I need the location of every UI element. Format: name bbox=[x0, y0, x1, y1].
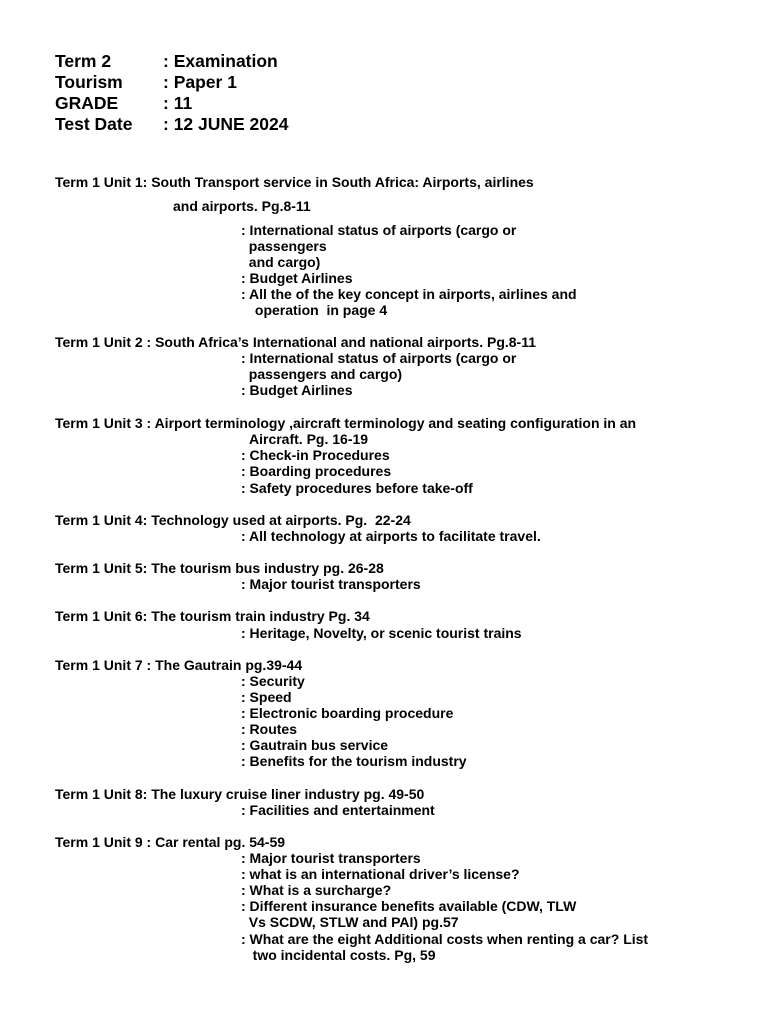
header-grade bbox=[55, 93, 192, 114]
unit-7-item: : Benefits for the tourism industry bbox=[241, 753, 467, 769]
unit-9-item: two incidental costs. Pg, 59 bbox=[241, 947, 436, 963]
grade-value: : 11 bbox=[163, 93, 193, 113]
unit-8-item: : Facilities and entertainment bbox=[241, 802, 435, 818]
unit-1-item: : International status of airports (cargo or bbox=[241, 222, 517, 238]
unit-7-item: : Gautrain bus service bbox=[241, 737, 389, 753]
unit-7-item: : Electronic boarding procedure bbox=[241, 705, 454, 721]
unit-9-item: Vs SCDW, STLW and PAI) pg.57 bbox=[241, 914, 459, 930]
unit-1-item: passengers bbox=[241, 238, 327, 254]
unit-3-item: : Safety procedures before take-off bbox=[241, 480, 473, 496]
unit-1-item: : Budget Airlines bbox=[241, 270, 353, 286]
unit-1-title-cont: and airports. Pg.8-11 bbox=[173, 198, 311, 214]
unit-1-item: : All the of the key concept in airports, airlines and bbox=[241, 286, 577, 302]
unit-6-title: Term 1 Unit 6: The tourism train industry Pg. 34 bbox=[55, 608, 370, 624]
date-label: Test Date bbox=[55, 114, 133, 134]
unit-1-item: operation in page 4 bbox=[251, 302, 388, 318]
unit-5-item: : Major tourist transporters bbox=[241, 576, 421, 592]
subject-value: : Paper 1 bbox=[163, 72, 237, 92]
unit-7-item: : Routes bbox=[241, 721, 297, 737]
unit-6-item: : Heritage, Novelty, or scenic tourist trains bbox=[241, 625, 522, 641]
unit-9-item: : What is a surcharge? bbox=[241, 882, 392, 898]
unit-8-title: Term 1 Unit 8: The luxury cruise liner industry pg. 49-50 bbox=[55, 786, 425, 802]
subject-label: Tourism bbox=[55, 72, 123, 92]
unit-1-title: Term 1 Unit 1: South Transport service in South Africa: Airports, airlines bbox=[55, 174, 534, 190]
header-subject bbox=[55, 72, 237, 93]
unit-3-item: : Boarding procedures bbox=[241, 463, 392, 479]
unit-9-item: : Different insurance benefits available (CDW, TLW bbox=[241, 898, 577, 914]
unit-9-title: Term 1 Unit 9 : Car rental pg. 54-59 bbox=[55, 834, 286, 850]
unit-2-title: Term 1 Unit 2 : South Africa’s International and national airports. Pg.8-11 bbox=[55, 334, 537, 350]
unit-4-title: Term 1 Unit 4: Technology used at airports. Pg. 22-24 bbox=[55, 512, 411, 528]
unit-2-item: : International status of airports (cargo or bbox=[241, 350, 517, 366]
unit-3-title: Term 1 Unit 3 : Airport terminology ,aircraft terminology and seating configuration in an bbox=[55, 415, 637, 431]
unit-7-item: : Speed bbox=[241, 689, 292, 705]
unit-5-title: Term 1 Unit 5: The tourism bus industry pg. 26-28 bbox=[55, 560, 384, 576]
grade-label: GRADE bbox=[55, 93, 119, 113]
unit-9-item: : what is an international driver’s license? bbox=[241, 866, 520, 882]
date-value: : 12 JUNE 2024 bbox=[163, 114, 289, 134]
unit-2-item: : Budget Airlines bbox=[241, 382, 353, 398]
unit-7-title: Term 1 Unit 7 : The Gautrain pg.39-44 bbox=[55, 657, 303, 673]
header-term bbox=[55, 51, 278, 72]
unit-1-item: and cargo) bbox=[241, 254, 321, 270]
unit-9-item: : Major tourist transporters bbox=[241, 850, 421, 866]
unit-4-item: : All technology at airports to facilitate travel. bbox=[241, 528, 541, 544]
term-value: : Examination bbox=[163, 51, 278, 71]
unit-3-title-cont: Aircraft. Pg. 16-19 bbox=[249, 431, 369, 447]
unit-2-item: passengers and cargo) bbox=[241, 366, 403, 382]
unit-3-item: : Check-in Procedures bbox=[241, 447, 390, 463]
unit-7-item: : Security bbox=[241, 673, 305, 689]
term-label: Term 2 bbox=[55, 51, 112, 71]
header-date bbox=[55, 114, 289, 135]
unit-9-item: : What are the eight Additional costs when renting a car? List bbox=[241, 931, 649, 947]
